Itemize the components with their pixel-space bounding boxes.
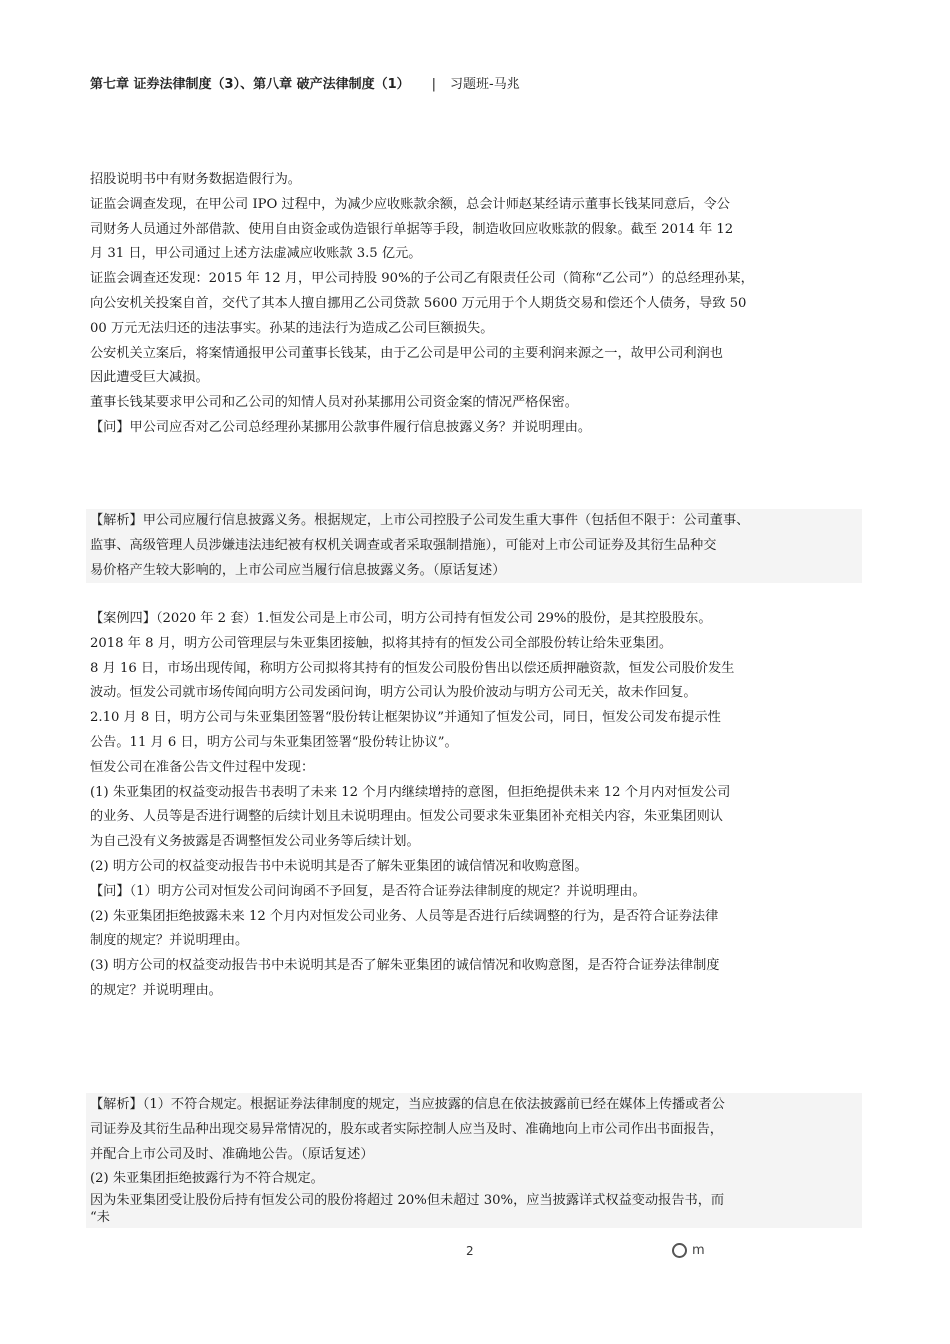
text-line: 董事长钱某要求甲公司和乙公司的知情人员对孙某挪用公司资金案的情况严格保密。 bbox=[90, 395, 578, 411]
analysis-line: “未 bbox=[90, 1210, 110, 1226]
analysis-line: 【解析】甲公司应履行信息披露义务。根据规定，上市公司控股子公司发生重大事件（包括但不限于：公司董事、 bbox=[90, 513, 750, 528]
text-line: 的业务、人员等是否进行调整的后续计划且未说明理由。恒发公司要求朱亚集团补充相关内容，朱亚集团则认 bbox=[90, 809, 723, 825]
text-line: 公告。11 月 6 日，明方公司与朱亚集团签署“股份转让协议”。 bbox=[90, 734, 458, 750]
text-line: 2018 年 8 月，明方公司管理层与朱亚集团接触，拟将其持有的恒发公司全部股份转让给朱亚集团。 bbox=[90, 635, 673, 651]
question-line: (3) 明方公司的权益变动报告书中未说明其是否了解朱亚集团的诚信情况和收购意图，是否符合证券法律制度 bbox=[90, 958, 720, 974]
text-line: 【案例四】（2020 年 2 套）1.恒发公司是上市公司，明方公司持有恒发公司 29%的股份，是其控股股东。 bbox=[90, 611, 712, 626]
text-line: 招股说明书中有财务数据造假行为。 bbox=[90, 172, 301, 187]
text-line: 00 万元无法归还的违法事实。孙某的违法行为造成乙公司巨额损失。 bbox=[90, 320, 494, 336]
page-number: 2 bbox=[466, 1244, 474, 1258]
question-line: 【问】（1）明方公司对恒发公司问询函不予回复，是否符合证券法律制度的规定？并说明理由。 bbox=[90, 883, 646, 899]
text-line: 证监会调查发现，在甲公司 IPO 过程中，为减少应收账款余额，总会计师赵某经请示董事长钱某同意后，令公 bbox=[90, 196, 730, 212]
text-line: 证监会调查还发现：2015 年 12 月，甲公司持股 90%的子公司乙有限责任公司（简称“乙公司”）的总经理孙某， bbox=[90, 271, 754, 287]
question-line: 【问】甲公司应否对乙公司总经理孙某挪用公款事件履行信息披露义务？并说明理由。 bbox=[90, 419, 592, 435]
footer-logo bbox=[672, 1243, 705, 1258]
analysis-line: 司证券及其衍生品种出现交易异常情况的，股东或者实际控制人应当及时、准确地向上市公司作出书面报告， bbox=[90, 1121, 723, 1137]
analysis-line: 【解析】（1）不符合规定。根据证券法律制度的规定，当应披露的信息在依法披露前已经在媒体上传播或者公 bbox=[90, 1097, 725, 1112]
text-line: 公安机关立案后，将案情通报甲公司董事长钱某，由于乙公司是甲公司的主要利润来源之一，故甲公司利润也 bbox=[90, 345, 723, 361]
text-line: 为自己没有义务披露是否调整恒发公司业务等后续计划。 bbox=[90, 834, 420, 850]
text-line: 司财务人员通过外部借款、使用自由资金或伪造银行单据等手段，制造收回应收账款的假象。截至 2014 年 12 bbox=[90, 221, 734, 237]
analysis-line: (2) 朱亚集团拒绝披露行为不符合规定。 bbox=[90, 1171, 324, 1187]
question-line: 制度的规定？并说明理由。 bbox=[90, 933, 249, 949]
text-line: (1) 朱亚集团的权益变动报告书表明了未来 12 个月内继续增持的意图，但拒绝提供未来 12 个月内对恒发公司 bbox=[90, 784, 731, 800]
header-separator: | bbox=[431, 77, 437, 92]
case-four-text bbox=[90, 607, 870, 1004]
text-line: 恒发公司在准备公告文件过程中发现： bbox=[90, 759, 315, 775]
text-line: 月 31 日，甲公司通过上述方法虚减应收账款 3.5 亿元。 bbox=[90, 246, 422, 262]
text-line: (2) 明方公司的权益变动报告书中未说明其是否了解朱亚集团的诚信情况和收购意图。 bbox=[90, 858, 588, 874]
analysis-three-box bbox=[86, 509, 862, 583]
question-line: (2) 朱亚集团拒绝披露未来 12 个月内对恒发公司业务、人员等是否进行后续调整的行为，是否符合证券法律 bbox=[90, 908, 719, 924]
logo-text: m bbox=[692, 1243, 705, 1258]
text-line: 8 月 16 日，市场出现传闻，称明方公司拟将其持有的恒发公司股份售出以偿还质押融资款，恒发公司股价发生 bbox=[90, 660, 735, 676]
text-line: 因此遭受巨大减损。 bbox=[90, 370, 209, 386]
analysis-line: 监事、高级管理人员涉嫌违法违纪被有权机关调查或者采取强制措施），可能对上市公司证券及其衍生品种交 bbox=[90, 537, 717, 553]
logo-circle-icon bbox=[672, 1243, 687, 1258]
analysis-four-box bbox=[86, 1093, 862, 1228]
page-header bbox=[90, 73, 520, 92]
text-line: 向公安机关投案自首，交代了其本人擅自挪用乙公司贷款 5600 万元用于个人期货交易和偿还个人债务，导致 50 bbox=[90, 295, 747, 311]
analysis-line: 易价格产生较大影响的，上市公司应当履行信息披露义务。（原话复述） bbox=[90, 562, 506, 578]
header-title: 第七章 证券法律制度（3）、第八章 破产法律制度（1） bbox=[90, 77, 410, 92]
analysis-line: 因为朱亚集团受让股份后持有恒发公司的股份将超过 20%但未超过 30%，应当披露详式权益变动报告书，而 bbox=[90, 1193, 725, 1209]
case-three-text bbox=[90, 168, 870, 441]
analysis-line: 并配合上市公司及时、准确地公告。（原话复述） bbox=[90, 1146, 374, 1162]
text-line: 波动。恒发公司就市场传闻向明方公司发函问询，明方公司认为股价波动与明方公司无关，故未作回复。 bbox=[90, 685, 697, 701]
header-class-name: 习题班-马兆 bbox=[450, 77, 520, 92]
question-line: 的规定？并说明理由。 bbox=[90, 982, 222, 998]
text-line: 2.10 月 8 日，明方公司与朱亚集团签署“股份转让框架协议”并通知了恒发公司，同日，恒发公司发布提示性 bbox=[90, 710, 721, 726]
